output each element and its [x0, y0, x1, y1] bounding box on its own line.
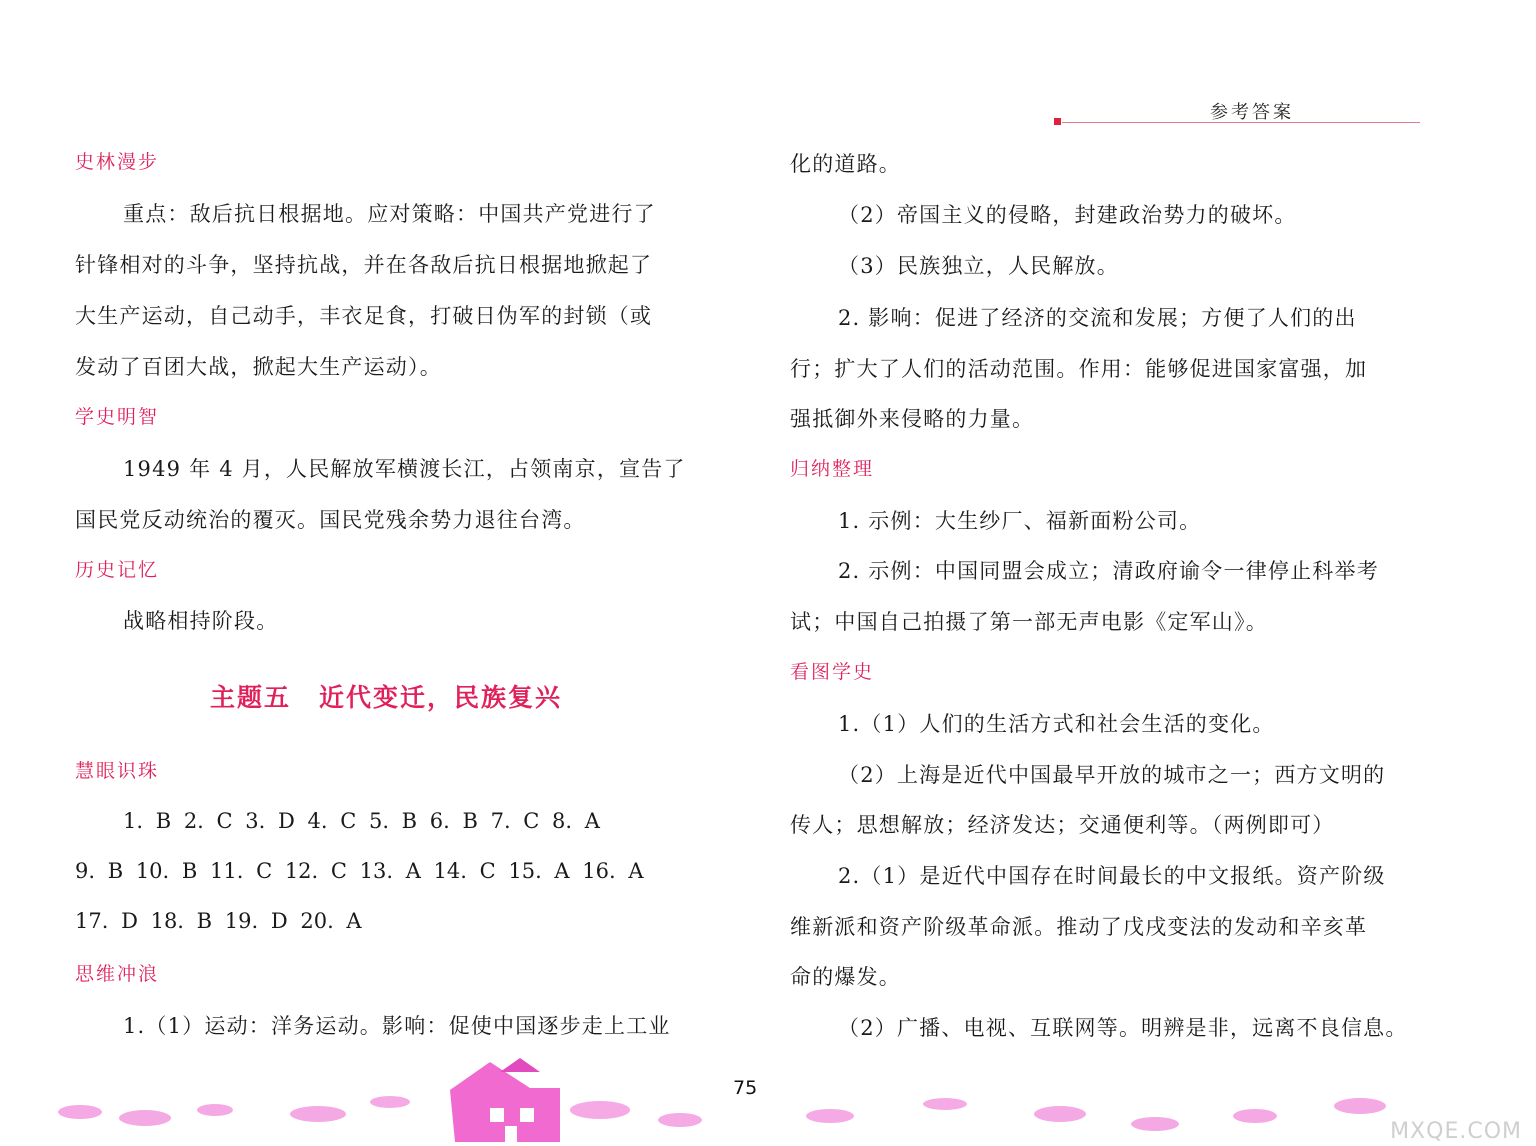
- header-title: 参考答案: [1210, 102, 1294, 123]
- paragraph-line: 战略相持阶段。: [123, 609, 279, 633]
- header-bullet: [1054, 118, 1061, 125]
- paragraph-line: 1.（1）人们的生活方式和社会生活的变化。: [838, 712, 1275, 736]
- page-number: 75: [733, 1077, 758, 1099]
- paragraph-line: 2. 示例：中国同盟会成立；清政府谕令一律停止科举考: [838, 559, 1379, 583]
- paragraph-line: （2）帝国主义的侵略，封建政治势力的破坏。: [838, 203, 1297, 227]
- paragraph-line: 2. 影响：促进了经济的交流和发展；方便了人们的出: [838, 306, 1357, 330]
- section-title-shilin: 史林漫步: [75, 151, 160, 173]
- paragraph-line: 维新派和资产阶级革命派。推动了戊戌变法的发动和辛亥革: [790, 915, 1368, 939]
- paragraph-line: 强抵御外来侵略的力量。: [790, 407, 1035, 431]
- house-icon: [450, 1058, 560, 1142]
- paragraph-line: 2.（1）是近代中国存在时间最长的中文报纸。资产阶级: [838, 864, 1386, 888]
- paragraph-line: （2）广播、电视、互联网等。明辨是非，远离不良信息。: [838, 1016, 1408, 1040]
- paragraph-line: 试；中国自己拍摄了第一部无声电影《定军山》。: [790, 610, 1268, 634]
- paragraph-line: 发动了百团大战，掀起大生产运动）。: [75, 355, 442, 379]
- mcq-answer-row: 9. B 10. B 11. C 12. C 13. A 14. C 15. A 16. A: [75, 859, 644, 883]
- section-title-guina: 归纳整理: [790, 458, 875, 480]
- theme-title: 近代变迁，民族复兴: [319, 683, 563, 712]
- paragraph-line: 1. 示例：大生纱厂、福新面粉公司。: [838, 509, 1202, 533]
- paragraph-line: 命的爆发。: [790, 965, 901, 989]
- mcq-answer-row: 1. B 2. C 3. D 4. C 5. B 6. B 7. C 8. A: [123, 809, 600, 833]
- section-title-siwei: 思维冲浪: [75, 963, 160, 985]
- mcq-answer-row: 17. D 18. B 19. D 20. A: [75, 909, 362, 933]
- watermark: MXQE.COM: [1390, 1119, 1522, 1144]
- paragraph-line: 行；扩大了人们的活动范围。作用：能够促进国家富强，加: [790, 357, 1368, 381]
- section-title-xueshi: 学史明智: [75, 406, 160, 428]
- theme-heading: [210, 678, 562, 714]
- section-title-huiyan: 慧眼识珠: [75, 760, 160, 782]
- footer-decoration: [0, 1050, 1536, 1146]
- page-header: [1054, 98, 1420, 126]
- paragraph-line: （2）上海是近代中国最早开放的城市之一；西方文明的: [838, 763, 1386, 787]
- paragraph-line: 1949 年 4 月，人民解放军横渡长江，占领南京，宣告了: [123, 457, 686, 481]
- paragraph-line: 国民党反动统治的覆灭。国民党残余势力退往台湾。: [75, 508, 586, 532]
- section-title-lishi: 历史记忆: [75, 559, 160, 581]
- paragraph-line: 针锋相对的斗争，坚持抗战，并在各敌后抗日根据地掀起了: [75, 253, 653, 277]
- paragraph-line: （3）民族独立，人民解放。: [838, 254, 1119, 278]
- theme-number: 主题五: [210, 683, 292, 712]
- paragraph-line: 重点：敌后抗日根据地。应对策略：中国共产党进行了: [123, 202, 656, 226]
- paragraph-line: 大生产运动，自己动手，丰衣足食，打破日伪军的封锁（或: [75, 304, 653, 328]
- paragraph-line: 1.（1）运动：洋务运动。影响：促使中国逐步走上工业: [123, 1014, 671, 1038]
- section-title-kantu: 看图学史: [790, 661, 875, 683]
- paragraph-line: 化的道路。: [790, 152, 901, 176]
- paragraph-line: 传人；思想解放；经济发达；交通便利等。（两例即可）: [790, 813, 1335, 837]
